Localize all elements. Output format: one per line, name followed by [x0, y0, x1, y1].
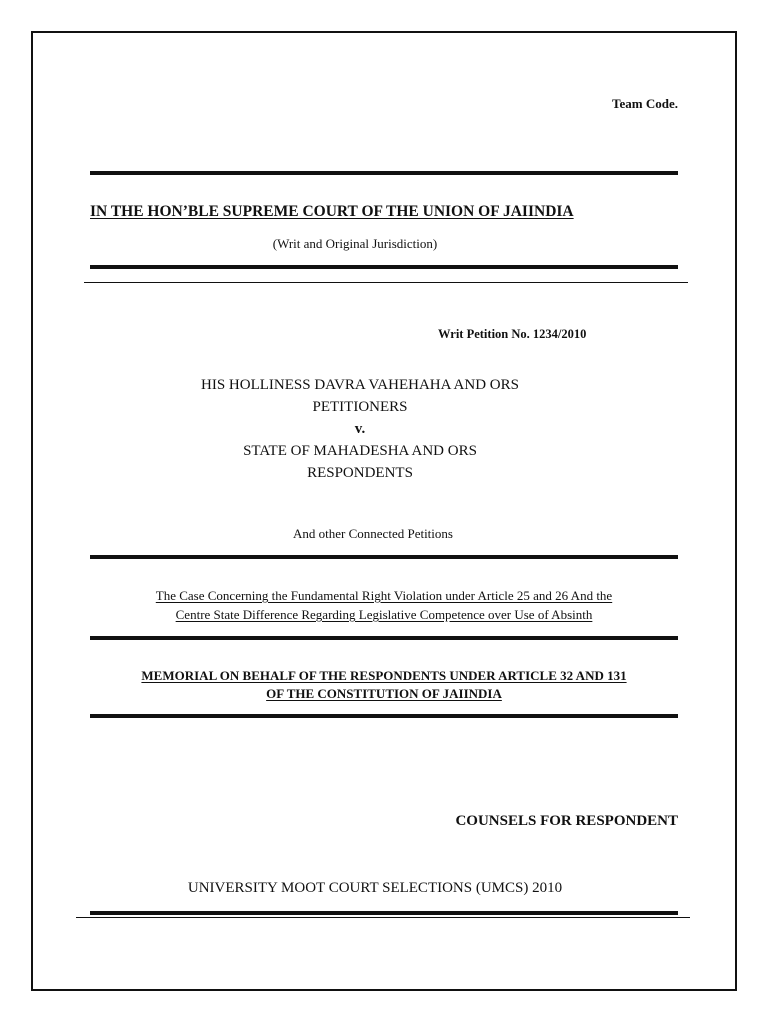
respondent-name: STATE OF MAHADESHA AND ORS	[243, 443, 477, 459]
petitioners-label: PETITIONERS	[312, 399, 408, 415]
case-concerning	[84, 586, 684, 624]
petitioner-name: HIS HOLLINESS DAVRA VAHEHAHA AND ORS	[201, 377, 519, 393]
counsels-heading: COUNSELS FOR RESPONDENT	[455, 813, 678, 829]
memorial-title	[84, 667, 684, 703]
footer-rule-thin	[76, 917, 690, 918]
case-line-1: The Case Concerning the Fundamental Right Violation under Article 25 and 26 And the	[155, 588, 613, 603]
case-rule-bottom	[90, 636, 678, 640]
parties-block	[90, 374, 630, 484]
memorial-rule	[90, 714, 678, 718]
memorial-line-2: OF THE CONSTITUTION OF JAIINDIA	[266, 686, 502, 701]
jurisdiction: (Writ and Original Jurisdiction)	[272, 236, 438, 251]
page-border	[31, 31, 737, 991]
header-rule-thin	[84, 282, 688, 283]
selection-title: UNIVERSITY MOOT COURT SELECTIONS (UMCS) 2010	[187, 880, 563, 896]
case-line-2: Centre State Difference Regarding Legislative Competence over Use of Absinth	[175, 607, 593, 622]
team-code: Team Code.	[612, 96, 678, 111]
court-title: IN THE HON’BLE SUPREME COURT OF THE UNION OF JAIINDIA	[90, 203, 574, 220]
connected-petitions: And other Connected Petitions	[293, 526, 453, 541]
petition-number: Writ Petition No. 1234/2010	[438, 327, 587, 341]
memorial-line-1: MEMORIAL ON BEHALF OF THE RESPONDENTS UNDER ARTICLE 32 AND 131	[141, 668, 627, 683]
footer-rule-thick	[90, 911, 678, 915]
header-rule-thick	[90, 265, 678, 269]
versus: v.	[354, 421, 366, 437]
case-rule-top	[90, 555, 678, 559]
respondents-label: RESPONDENTS	[307, 465, 413, 481]
top-rule	[90, 171, 678, 175]
